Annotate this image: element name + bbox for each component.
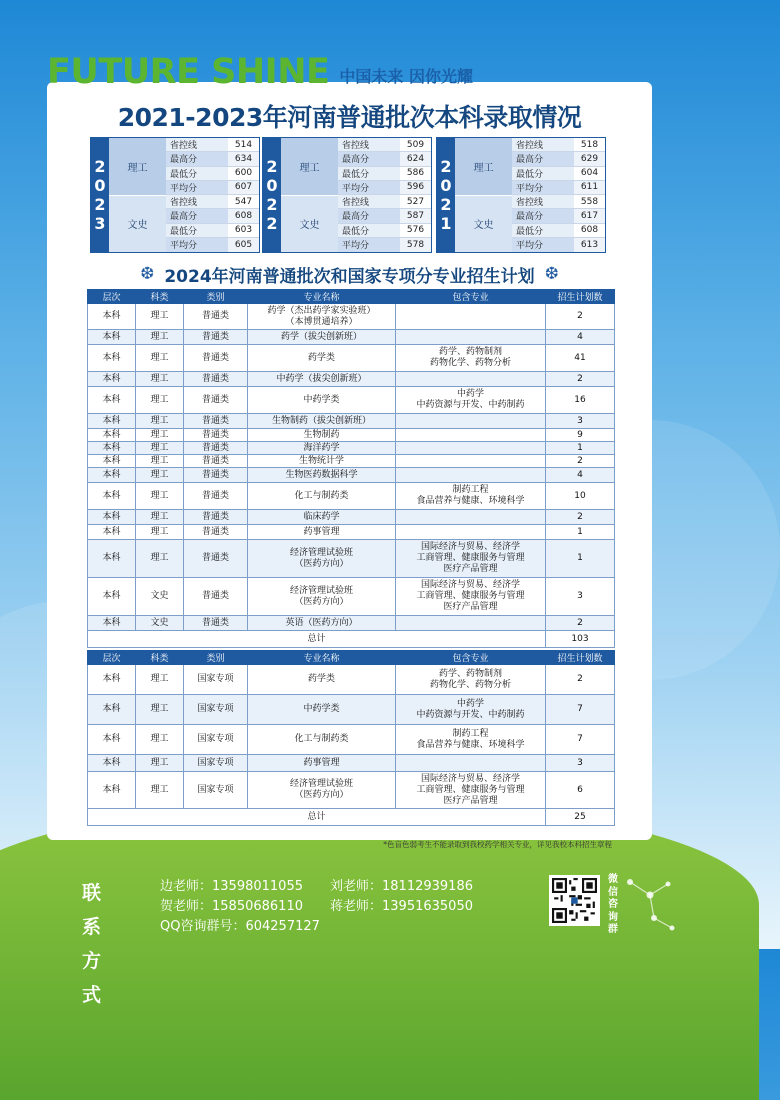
table-cell: 中药学类: [248, 387, 396, 414]
score-row: [338, 209, 431, 223]
contact-title: 联系方式: [82, 882, 118, 1006]
table-cell: 药学（拔尖创新班）: [248, 330, 396, 345]
table-cell: [396, 510, 546, 525]
category-label: 理工: [109, 138, 166, 196]
table-row: [88, 304, 615, 330]
score-row: [338, 167, 431, 181]
table-cell: 本科: [88, 665, 136, 695]
table-header-row: [88, 651, 615, 665]
score-row: [338, 238, 431, 252]
table-cell: 普通类: [184, 429, 248, 442]
table-cell: [396, 330, 546, 345]
table-cell: 2: [546, 510, 615, 525]
table-cell: [396, 525, 546, 540]
table-cell: 普通类: [184, 414, 248, 429]
score-key: 省控线: [338, 195, 400, 208]
category-label: 文史: [109, 196, 166, 253]
score-row: [512, 238, 605, 252]
table-cell: 国际经济与贸易、经济学 工商管理、健康服务与管理 医疗产品管理: [396, 578, 546, 616]
table-cell: 3: [546, 755, 615, 772]
table-row: [88, 455, 615, 468]
year-label: [263, 138, 281, 252]
table-cell: 药学、药物制剂 药物化学、药物分析: [396, 345, 546, 372]
table-cell: 理工: [136, 695, 184, 725]
table-cell: 化工与制药类: [248, 725, 396, 755]
table-cell: 本科: [88, 455, 136, 468]
table-cell: 英语（医药方向）: [248, 616, 396, 631]
table-cell: 2: [546, 616, 615, 631]
table-row: [88, 468, 615, 483]
total-value: 103: [546, 631, 615, 648]
table-row: [88, 525, 615, 540]
table-cell: 生物医药数据科学: [248, 468, 396, 483]
page-title: 2021-2023年河南普通批次本科录取情况: [117, 103, 582, 132]
table-cell: 1: [546, 442, 615, 455]
table-cell: 理工: [136, 372, 184, 387]
table-row: [88, 695, 615, 725]
year-digit: 2: [266, 157, 278, 176]
score-value: 527: [400, 195, 431, 208]
category-label: 文史: [281, 196, 338, 253]
column-header: 层次: [88, 290, 136, 304]
score-key: 平均分: [338, 181, 400, 194]
year-digit: 2: [94, 195, 106, 214]
table-cell: 普通类: [184, 304, 248, 330]
table-cell: 6: [546, 772, 615, 809]
qr-label: 微信咨询群: [608, 874, 618, 935]
score-value: 608: [228, 209, 259, 222]
contact-list: [160, 878, 540, 936]
table-cell: 本科: [88, 695, 136, 725]
table-cell: 国家专项: [184, 695, 248, 725]
table-cell: [396, 304, 546, 330]
table-cell: [396, 468, 546, 483]
score-key: 省控线: [338, 138, 400, 151]
table-cell: 普通类: [184, 540, 248, 578]
score-row: [512, 224, 605, 238]
score-row: [166, 181, 259, 195]
qr-code: [549, 875, 600, 926]
table-cell: 本科: [88, 468, 136, 483]
table-row: [88, 540, 615, 578]
table-cell: 2: [546, 304, 615, 330]
table-cell: 本科: [88, 442, 136, 455]
score-key: 最低分: [338, 167, 400, 180]
score-value: 608: [574, 224, 605, 237]
table-row: [88, 616, 615, 631]
table-cell: 本科: [88, 525, 136, 540]
year-digit: 2: [94, 157, 106, 176]
table-cell: 普通类: [184, 483, 248, 510]
score-key: 最低分: [512, 224, 574, 237]
table-cell: 普通类: [184, 345, 248, 372]
table-cell: 本科: [88, 772, 136, 809]
qr-code-icon: [552, 878, 597, 923]
brand-slogan: 中国未来 因你光耀: [339, 67, 473, 86]
table-cell: 中药学 中药资源与开发、中药制药: [396, 387, 546, 414]
table-cell: 4: [546, 330, 615, 345]
table-cell: 化工与制药类: [248, 483, 396, 510]
score-key: 平均分: [166, 238, 228, 252]
category-label: 理工: [281, 138, 338, 196]
score-row: [512, 181, 605, 195]
score-row: [166, 195, 259, 209]
table-cell: 理工: [136, 304, 184, 330]
table-cell: 普通类: [184, 442, 248, 455]
table-cell: 本科: [88, 304, 136, 330]
table-row: [88, 345, 615, 372]
score-row: [166, 138, 259, 152]
table-cell: 理工: [136, 772, 184, 809]
table-cell: 药学（杰出药学家实验班） （本博贯通培养）: [248, 304, 396, 330]
score-row: [512, 167, 605, 181]
table-cell: 生物制药: [248, 429, 396, 442]
table-cell: 3: [546, 414, 615, 429]
score-value: 514: [228, 138, 259, 151]
table-cell: 普通类: [184, 510, 248, 525]
score-value: 607: [228, 181, 259, 194]
contact-item: 刘老师：18112939186: [330, 879, 473, 894]
table-cell: 理工: [136, 442, 184, 455]
table-cell: 4: [546, 468, 615, 483]
contact-item: 边老师：13598011055: [160, 879, 303, 894]
score-row: [338, 181, 431, 195]
total-label: 总计: [88, 631, 546, 648]
column-header: 包含专业: [396, 290, 546, 304]
table-cell: [396, 455, 546, 468]
score-key: 最低分: [166, 167, 228, 180]
table-cell: 理工: [136, 510, 184, 525]
brand-header: [47, 48, 473, 92]
table-cell: 本科: [88, 616, 136, 631]
column-header: 专业名称: [248, 651, 396, 665]
year-block: [436, 137, 606, 253]
contact-item: 蒋老师：13951635050: [330, 899, 473, 914]
table-cell: 理工: [136, 483, 184, 510]
table-cell: 本科: [88, 483, 136, 510]
table-cell: 2: [546, 665, 615, 695]
column-header: 招生计划数: [546, 290, 615, 304]
score-row: [166, 152, 259, 166]
year-digit: 0: [440, 176, 452, 195]
score-key: 省控线: [166, 138, 228, 151]
year-digit: 2: [266, 214, 278, 233]
score-key: 平均分: [166, 181, 228, 194]
column-header: 科类: [136, 290, 184, 304]
score-value: 576: [400, 224, 431, 237]
table-cell: [396, 372, 546, 387]
score-value: 547: [228, 195, 259, 208]
table-cell: 理工: [136, 330, 184, 345]
score-row: [166, 224, 259, 238]
table-cell: 7: [546, 725, 615, 755]
table-cell: 本科: [88, 387, 136, 414]
table-cell: 药事管理: [248, 525, 396, 540]
score-key: 最高分: [338, 209, 400, 222]
score-row: [338, 138, 431, 152]
score-row: [338, 152, 431, 166]
table-cell: 国家专项: [184, 725, 248, 755]
score-key: 省控线: [166, 195, 228, 208]
table-cell: 药学类: [248, 345, 396, 372]
score-value: 587: [400, 209, 431, 222]
score-key: 平均分: [512, 181, 574, 194]
year-digit: 2: [266, 195, 278, 214]
brand-logo-text: FUTURE SHINE: [47, 52, 330, 92]
table-row: [88, 772, 615, 809]
table-cell: 中药学 中药资源与开发、中药制药: [396, 695, 546, 725]
table-cell: 普通类: [184, 578, 248, 616]
table-cell: 经济管理试验班 （医药方向）: [248, 772, 396, 809]
molecule-icon: [620, 870, 680, 940]
score-value: 603: [228, 224, 259, 237]
score-row: [166, 167, 259, 181]
score-value: 558: [574, 195, 605, 208]
year-label: [91, 138, 109, 252]
score-row: [166, 209, 259, 223]
score-row: [338, 195, 431, 209]
table-cell: 制药工程 食品营养与健康、环境科学: [396, 483, 546, 510]
score-value: 586: [400, 167, 431, 180]
column-header: 层次: [88, 651, 136, 665]
score-key: 省控线: [512, 195, 574, 208]
score-value: 611: [574, 181, 605, 194]
score-row: [512, 195, 605, 209]
table-cell: 文史: [136, 578, 184, 616]
table-cell: 10: [546, 483, 615, 510]
contact-item: 贺老师：15850686110: [160, 899, 303, 914]
table-cell: 药学类: [248, 665, 396, 695]
table-cell: 本科: [88, 429, 136, 442]
score-value: 624: [400, 152, 431, 165]
score-key: 最高分: [338, 152, 400, 165]
score-value: 617: [574, 209, 605, 222]
table-cell: [396, 429, 546, 442]
score-value: 604: [574, 167, 605, 180]
table-row: [88, 330, 615, 345]
table-cell: [396, 755, 546, 772]
score-value: 634: [228, 152, 259, 165]
year-block: [262, 137, 432, 253]
score-value: 600: [228, 167, 259, 180]
table-row: [88, 665, 615, 695]
table-cell: 本科: [88, 414, 136, 429]
column-header: 类别: [184, 651, 248, 665]
total-label: 总计: [88, 809, 546, 826]
table-cell: 普通类: [184, 330, 248, 345]
table-cell: 理工: [136, 540, 184, 578]
table-cell: 16: [546, 387, 615, 414]
table-row: [88, 387, 615, 414]
total-value: 25: [546, 809, 615, 826]
year-digit: 1: [440, 214, 452, 233]
footnote: *色盲色弱考生不能录取到我校药学相关专业，详见我校本科招生章程: [383, 840, 612, 849]
year-digit: 0: [266, 176, 278, 195]
table-cell: 本科: [88, 372, 136, 387]
section-title-text: 2024年河南普通批次和国家专项分专业招生计划: [164, 266, 535, 287]
score-key: 最高分: [166, 209, 228, 222]
table-cell: 2: [546, 455, 615, 468]
year-digit: 3: [94, 214, 106, 233]
table-cell: [396, 442, 546, 455]
score-key: 平均分: [338, 238, 400, 252]
year-digit: 2: [440, 157, 452, 176]
table-header-row: [88, 290, 615, 304]
score-key: 最高分: [512, 209, 574, 222]
table-cell: 理工: [136, 725, 184, 755]
table-cell: 临床药学: [248, 510, 396, 525]
table-cell: 1: [546, 540, 615, 578]
table-row: [88, 578, 615, 616]
score-row: [338, 224, 431, 238]
table-cell: 国家专项: [184, 772, 248, 809]
table-cell: 本科: [88, 510, 136, 525]
table-cell: 3: [546, 578, 615, 616]
plan-table-general: [87, 289, 615, 648]
table-cell: 中药学类: [248, 695, 396, 725]
table-row: [88, 414, 615, 429]
score-row: [512, 138, 605, 152]
table-row: [88, 755, 615, 772]
table-cell: 本科: [88, 578, 136, 616]
table-cell: 41: [546, 345, 615, 372]
score-value: 518: [574, 138, 605, 151]
year-digit: 2: [440, 195, 452, 214]
score-row: [166, 238, 259, 252]
score-key: 平均分: [512, 238, 574, 252]
plan-table-special: [87, 650, 615, 826]
column-header: 类别: [184, 290, 248, 304]
table-cell: 海洋药学: [248, 442, 396, 455]
table-cell: 普通类: [184, 525, 248, 540]
table-cell: 理工: [136, 414, 184, 429]
table-cell: 国家专项: [184, 665, 248, 695]
table-cell: 普通类: [184, 387, 248, 414]
table-row: [88, 510, 615, 525]
table-cell: 药学、药物制剂 药物化学、药物分析: [396, 665, 546, 695]
table-cell: 本科: [88, 725, 136, 755]
table-row: [88, 429, 615, 442]
table-cell: 理工: [136, 429, 184, 442]
score-value: 605: [228, 238, 259, 252]
table-cell: 本科: [88, 540, 136, 578]
table-cell: 7: [546, 695, 615, 725]
table-cell: 国际经济与贸易、经济学 工商管理、健康服务与管理 医疗产品管理: [396, 540, 546, 578]
table-cell: 本科: [88, 330, 136, 345]
score-row: [512, 152, 605, 166]
table-cell: 国家专项: [184, 755, 248, 772]
table-cell: [396, 414, 546, 429]
score-value: 596: [400, 181, 431, 194]
total-row: [88, 631, 615, 648]
table-cell: 普通类: [184, 468, 248, 483]
table-cell: 经济管理试验班 （医药方向）: [248, 540, 396, 578]
category-label: 理工: [455, 138, 512, 196]
year-block: [90, 137, 260, 253]
table-cell: 药事管理: [248, 755, 396, 772]
score-key: 省控线: [512, 138, 574, 151]
score-value: 629: [574, 152, 605, 165]
table-cell: 本科: [88, 345, 136, 372]
column-header: 招生计划数: [546, 651, 615, 665]
table-row: [88, 483, 615, 510]
table-cell: 理工: [136, 345, 184, 372]
total-row: [88, 809, 615, 826]
score-key: 最低分: [338, 224, 400, 237]
table-cell: 理工: [136, 665, 184, 695]
table-cell: 制药工程 食品营养与健康、环境科学: [396, 725, 546, 755]
table-cell: 理工: [136, 468, 184, 483]
section-title: [47, 262, 652, 286]
table-cell: 理工: [136, 387, 184, 414]
contact-qq: QQ咨询群号：604257127: [160, 919, 320, 934]
table-cell: 2: [546, 372, 615, 387]
table-cell: 理工: [136, 525, 184, 540]
score-key: 最高分: [512, 152, 574, 165]
score-key: 最低分: [512, 167, 574, 180]
table-cell: 理工: [136, 455, 184, 468]
table-cell: 普通类: [184, 372, 248, 387]
score-value: 509: [400, 138, 431, 151]
score-row: [512, 209, 605, 223]
snowflake-icon: ❆: [544, 264, 559, 284]
snowflake-icon: ❆: [140, 264, 155, 284]
score-value: 613: [574, 238, 605, 252]
table-cell: 9: [546, 429, 615, 442]
table-cell: 国际经济与贸易、经济学 工商管理、健康服务与管理 医疗产品管理: [396, 772, 546, 809]
table-cell: [396, 616, 546, 631]
column-header: 专业名称: [248, 290, 396, 304]
table-cell: 生物制药（拔尖创新班）: [248, 414, 396, 429]
table-row: [88, 372, 615, 387]
year-digit: 0: [94, 176, 106, 195]
table-cell: 本科: [88, 755, 136, 772]
table-cell: 理工: [136, 755, 184, 772]
table-cell: 生物统计学: [248, 455, 396, 468]
table-cell: 经济管理试验班 （医药方向）: [248, 578, 396, 616]
table-cell: 文史: [136, 616, 184, 631]
table-row: [88, 725, 615, 755]
score-key: 最低分: [166, 224, 228, 237]
column-header: 包含专业: [396, 651, 546, 665]
table-row: [88, 442, 615, 455]
year-label: [437, 138, 455, 252]
column-header: 科类: [136, 651, 184, 665]
table-cell: 普通类: [184, 616, 248, 631]
category-label: 文史: [455, 196, 512, 253]
score-value: 578: [400, 238, 431, 252]
table-cell: 1: [546, 525, 615, 540]
table-cell: 普通类: [184, 455, 248, 468]
table-cell: 中药学（拔尖创新班）: [248, 372, 396, 387]
score-key: 最高分: [166, 152, 228, 165]
